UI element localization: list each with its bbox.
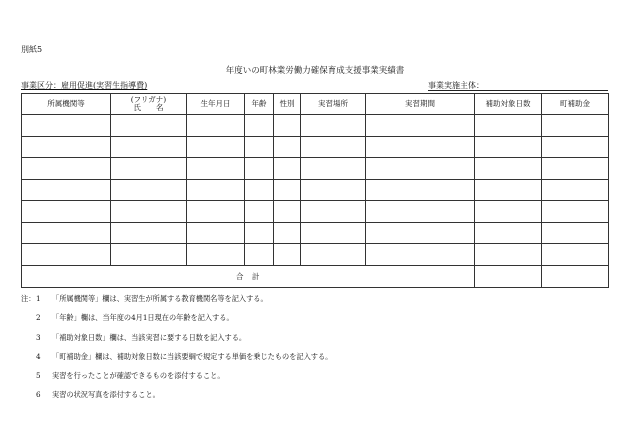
table-cell[interactable] [475, 201, 542, 223]
total-row [22, 265, 609, 287]
total-label: 合 計 [236, 271, 260, 281]
table-cell[interactable] [542, 158, 609, 180]
table-cell[interactable] [22, 201, 111, 223]
table-cell[interactable] [274, 136, 301, 158]
table-cell[interactable] [111, 136, 187, 158]
table-cell[interactable] [245, 158, 274, 180]
note-item [21, 289, 332, 308]
table-row [22, 179, 609, 201]
table-cell[interactable] [187, 158, 245, 180]
record-table [21, 93, 609, 288]
note-item [21, 385, 332, 404]
table-cell[interactable] [187, 179, 245, 201]
note-item [21, 347, 332, 366]
table-cell[interactable] [366, 115, 475, 137]
col-name [111, 94, 187, 115]
table-cell[interactable] [301, 244, 366, 266]
col-town-subsidy: 町補助金 [542, 94, 609, 115]
table-cell[interactable] [542, 201, 609, 223]
note-item [21, 308, 332, 327]
note-text: 実習を行ったことが確認できるものを添付すること。 [52, 371, 225, 381]
table-cell[interactable] [475, 115, 542, 137]
table-cell[interactable] [366, 201, 475, 223]
table-cell[interactable] [245, 201, 274, 223]
table-row [22, 244, 609, 266]
col-name-furigana: (フリガナ) [130, 95, 167, 104]
table-cell[interactable] [366, 136, 475, 158]
table-cell[interactable] [111, 222, 187, 244]
table-cell[interactable] [187, 201, 245, 223]
table-cell[interactable] [542, 222, 609, 244]
total-label-cell [22, 265, 475, 287]
table-cell[interactable] [274, 158, 301, 180]
table-cell[interactable] [187, 115, 245, 137]
table-cell[interactable] [245, 136, 274, 158]
table-cell[interactable] [111, 244, 187, 266]
note-text: 「所属機関等」欄は、実習生が所属する教育機関名等を記入する。 [52, 294, 268, 303]
note-number: 1 [36, 294, 41, 303]
table-cell[interactable] [22, 179, 111, 201]
note-item [21, 366, 332, 385]
table-cell[interactable] [301, 115, 366, 137]
table-cell[interactable] [475, 222, 542, 244]
table-cell[interactable] [475, 136, 542, 158]
table-cell[interactable] [245, 244, 274, 266]
note-number: 6 [36, 390, 41, 400]
table-cell[interactable] [542, 136, 609, 158]
table-cell[interactable] [542, 115, 609, 137]
form-number: 別紙5 [21, 45, 43, 54]
document-title: 年度いの町林業労働力確保育成支援事業実績書 [225, 66, 405, 76]
table-cell[interactable] [366, 179, 475, 201]
table-cell[interactable] [111, 201, 187, 223]
total-town-subsidy[interactable] [542, 265, 609, 287]
col-training-place: 実習場所 [301, 94, 366, 115]
table-cell[interactable] [22, 244, 111, 266]
table-cell[interactable] [187, 136, 245, 158]
col-training-period: 実習期間 [366, 94, 475, 115]
table-cell[interactable] [301, 158, 366, 180]
note-text: 「補助対象日数」欄は、当該実習に要する日数を記入する。 [52, 332, 247, 342]
col-subsidy-days: 補助対象日数 [475, 94, 542, 115]
note-number: 3 [36, 332, 41, 342]
note-text: 「町補助金」欄は、補助対象日数に当該要綱で規定する単価を乗じたものを記入する。 [52, 351, 333, 361]
table-cell[interactable] [111, 115, 187, 137]
note-text: 実習の状況写真を添付すること。 [52, 390, 160, 400]
note-number: 2 [36, 313, 41, 323]
table-cell[interactable] [366, 244, 475, 266]
table-cell[interactable] [111, 158, 187, 180]
business-operator-label: 事業実施主体： [428, 81, 484, 90]
table-cell[interactable] [301, 136, 366, 158]
table-row [22, 136, 609, 158]
table-cell[interactable] [274, 222, 301, 244]
table-cell[interactable] [245, 115, 274, 137]
table-cell[interactable] [475, 158, 542, 180]
table-row [22, 158, 609, 180]
table-cell[interactable] [274, 244, 301, 266]
table-cell[interactable] [301, 222, 366, 244]
table-row [22, 222, 609, 244]
total-subsidy-days[interactable] [475, 265, 542, 287]
table-cell[interactable] [22, 222, 111, 244]
table-cell[interactable] [22, 158, 111, 180]
table-cell[interactable] [187, 244, 245, 266]
table-cell[interactable] [274, 179, 301, 201]
table-cell[interactable] [187, 222, 245, 244]
col-affiliation: 所属機関等 [22, 94, 111, 115]
note-number: 5 [36, 371, 41, 381]
table-cell[interactable] [274, 201, 301, 223]
table-cell[interactable] [301, 179, 366, 201]
table-cell[interactable] [245, 179, 274, 201]
col-age: 年齢 [245, 94, 274, 115]
note-text: 「年齢」欄は、当年度の4月1日現在の年齢を記入する。 [52, 313, 234, 323]
table-cell[interactable] [542, 244, 609, 266]
col-name-kanji: 氏 名 [133, 103, 164, 112]
business-category: 事業区分：雇用促進(実習生指導費) [21, 81, 148, 90]
table-cell[interactable] [542, 179, 609, 201]
table-cell[interactable] [475, 179, 542, 201]
table-row [22, 115, 609, 137]
header-row [22, 94, 609, 115]
table-cell[interactable] [111, 179, 187, 201]
table-cell[interactable] [22, 136, 111, 158]
col-birthdate: 生年月日 [187, 94, 245, 115]
table-cell[interactable] [22, 115, 111, 137]
table-cell[interactable] [366, 158, 475, 180]
table-cell[interactable] [301, 201, 366, 223]
table-cell[interactable] [274, 115, 301, 137]
note-item [21, 328, 332, 347]
table-cell[interactable] [475, 244, 542, 266]
table-cell[interactable] [245, 222, 274, 244]
operator-underline [428, 90, 608, 91]
notes-prefix: 注： [21, 294, 36, 303]
notes-section [21, 289, 332, 405]
col-gender: 性別 [274, 94, 301, 115]
table-row [22, 201, 609, 223]
table-cell[interactable] [366, 222, 475, 244]
note-number: 4 [36, 351, 41, 361]
